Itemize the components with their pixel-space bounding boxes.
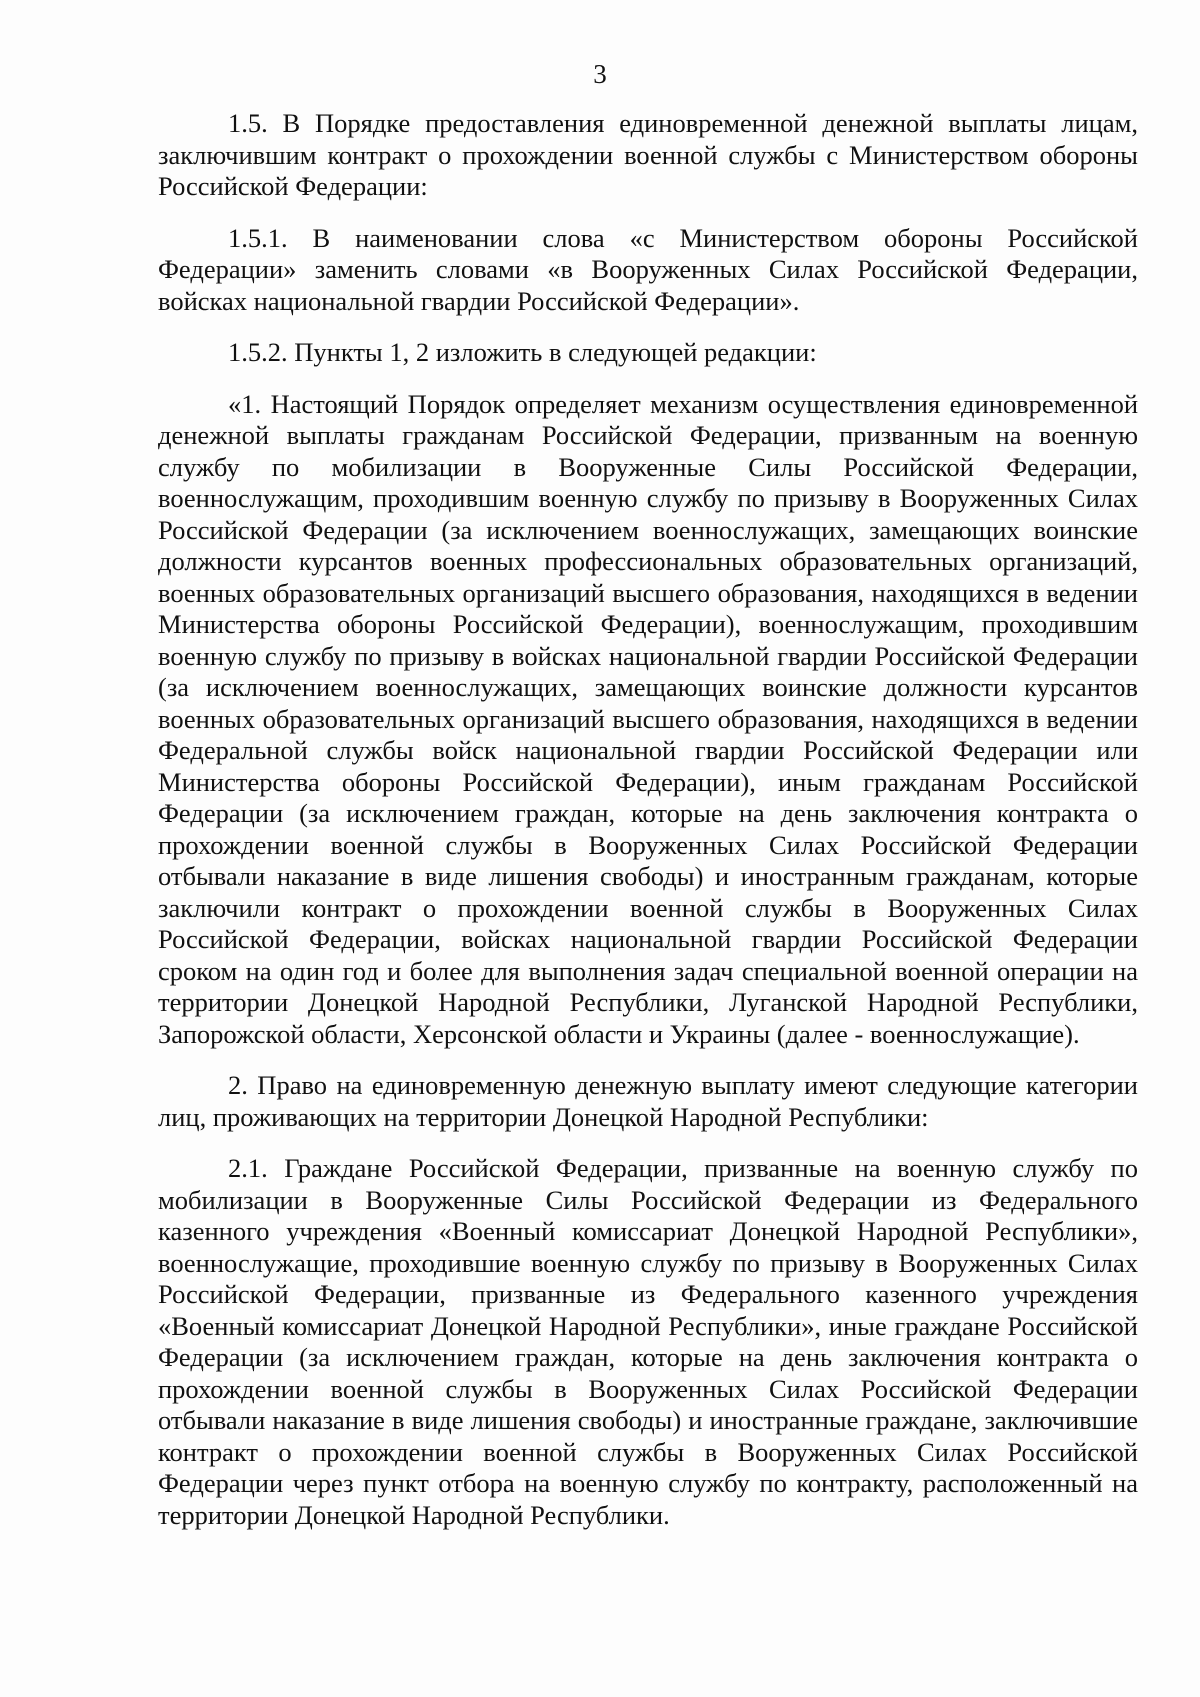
- paragraph-item-2: 2. Право на единовременную денежную выплату имеют следующие категории лиц, проживающих на территории Донецкой Народной Республики:: [158, 1070, 1138, 1132]
- paragraph-item-2-1: 2.1. Граждане Российской Федерации, призванные на военную службу по мобилизации в Вооруженные Силы Российской Федерации из Федерального казенного учреждения «Военный комиссариат Донецкой Народной Республики», военнослужащие, проходившие военную службу по призыву в Вооруженных Силах Российской Федерации, призванные из Федерального казенного учреждения «Военный комиссариат Донецкой Народной Республики», иные граждане Российской Федерации (за исключением граждан, которые на день заключения контракта о прохождении военной службы в Вооруженных Силах Российской Федерации отбывали наказание в виде лишения свободы) и иностранные граждане, заключившие контракт о прохождении военной службы в Вооруженных Силах Российской Федерации через пункт отбора на военную службу по контракту, расположенный на территории Донецкой Народной Республики.: [158, 1153, 1138, 1530]
- paragraph-1-5-2: 1.5.2. Пункты 1, 2 изложить в следующей редакции:: [228, 337, 817, 367]
- paragraph-1-5-1: 1.5.1. В наименовании слова «с Министерством обороны Российской Федерации» заменить словами «в Вооруженных Силах Российской Федерации, войсках национальной гвардии Российской Федерации».: [158, 222, 1138, 316]
- paragraph-item-1: «1. Настоящий Порядок определяет механизм осуществления единовременной денежной выплаты гражданам Российской Федерации, призванным на военную службу по мобилизации в Вооруженные Силы Российской Федерации, военнослужащим, проходившим военную службу по призыву в Вооруженных Силах Российской Федерации (за исключением военнослужащих, замещающих воинские должности курсантов военных профессиональных образовательных организаций, военных образовательных организаций высшего образования, находящихся в ведении Министерства обороны Российской Федерации), военнослужащим, проходившим военную службу по призыву в войсках национальной гвардии Российской Федерации (за исключением военнослужащих, замещающих воинские должности курсантов военных образовательных организаций высшего образования, находящихся в ведении Федеральной службы войск национальной гвардии Российской Федерации или Министерства обороны Российской Федерации), иным гражданам Российской Федерации (за исключением граждан, которые на день заключения контракта о прохождении военной службы в Вооруженных Силах Российской Федерации отбывали наказание в виде лишения свободы) и иностранным гражданам, которые заключили контракт о прохождении военной службы в Вооруженных Силах Российской Федерации, войсках национальной гвардии Российской Федерации сроком на один год и более для выполнения задач специальной военной операции на территории Донецкой Народной Республики, Луганской Народной Республики, Запорожской области, Херсонской области и Украины (далее - военнослужащие).: [158, 388, 1138, 1049]
- paragraph-1-5: 1.5. В Порядке предоставления единовременной денежной выплаты лицам, заключившим контракт о прохождении военной службы с Министерством обороны Российской Федерации:: [158, 108, 1138, 201]
- page-number: 3: [593, 59, 607, 89]
- document-body: [158, 108, 1138, 1549]
